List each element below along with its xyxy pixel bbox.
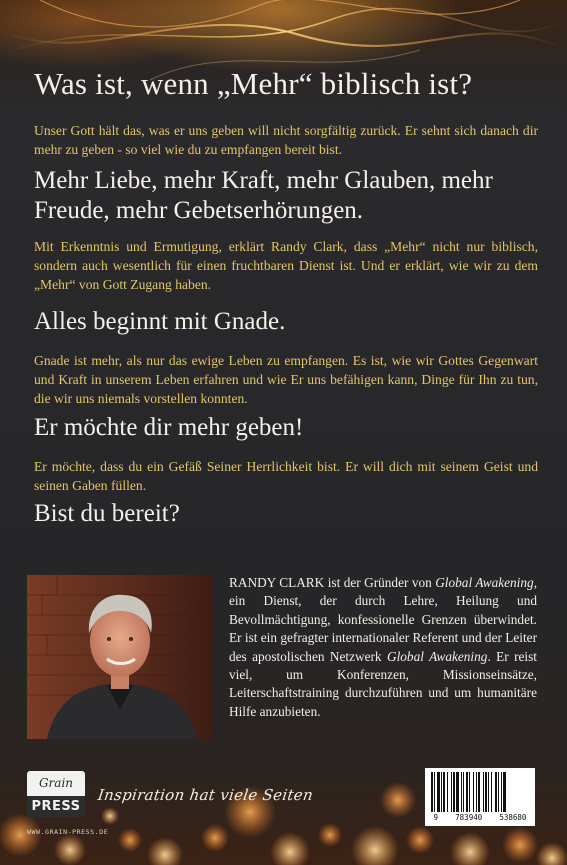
publisher-url: WWW.GRAIN-PRESS.DE (27, 828, 109, 836)
author-photo (27, 575, 213, 739)
logo-press-text: PRESS (27, 796, 85, 817)
subheading-give-more: Er möchte dir mehr geben! (34, 414, 304, 441)
grain-press-logo (27, 771, 85, 821)
publisher-slogan: Inspiration hat viele Seiten (96, 786, 315, 804)
subheading-grace: Alles beginnt mit Gnade. (34, 308, 286, 335)
isbn-digit-group-1: 783940 (455, 813, 483, 822)
insight-paragraph: Mit Erkenntnis und Ermutigung, erklärt Randy Clark, dass „Mehr“ nicht nur biblisch, sondern auch wesentlich für einen fruchtbaren Dienst ist. Und er erklärt, wie wir zu dem „Mehr“ von Gott Zugang haben. (34, 239, 538, 292)
isbn-digit-group-2: 538680 (499, 813, 527, 822)
grace-paragraph: Gnade ist mehr, als nur das ewige Leben zu empfangen. Es ist, wie wir Gottes Gegenwart und Kraft in unserem Leben erfahren und wie Er uns befähigen kann, Dinge für Ihn zu tun, die wir uns niemals vorstellen konnten. (34, 353, 538, 406)
author-bio: RANDY CLARK ist der Gründer von Global Awakening, ein Dienst, der durch Lehre, Heilung und Bevollmächtigung, konfessionelle Grenzen überwindet. Er ist ein gefragter internationaler Referent und der Leiter des apostolischen Netzwerk Global Awakening. Er reist viel, um Konferenzen, Missionseinsätze, Leiterschaftstraining durchzuführen und um humanitäre Hilfe anzubieten. (229, 575, 538, 719)
isbn-digits (425, 813, 535, 822)
subheading-more-love: Mehr Liebe, mehr Kraft, mehr Glauben, mehr Freude, mehr Gebetserhörungen. (34, 167, 493, 224)
isbn-barcode (425, 768, 535, 826)
intro-paragraph: Unser Gott hält das, was er uns geben will nicht sorgfältig zurück. Er sehnt sich danach dir mehr zu geben - so viel wie du zu empfangen bereit bist. (34, 123, 538, 157)
barcode-bars (431, 772, 529, 812)
vessel-paragraph: Er möchte, dass du ein Gefäß Seiner Herrlichkeit bist. Er will dich mit seinem Geist und seinen Gaben füllen. (34, 459, 538, 493)
headline: Was ist, wenn „Mehr“ biblisch ist? (34, 66, 473, 101)
isbn-digit-prefix: 9 (433, 813, 439, 822)
logo-grain-text: Grain (27, 771, 85, 796)
subheading-ready: Bist du bereit? (34, 500, 180, 527)
